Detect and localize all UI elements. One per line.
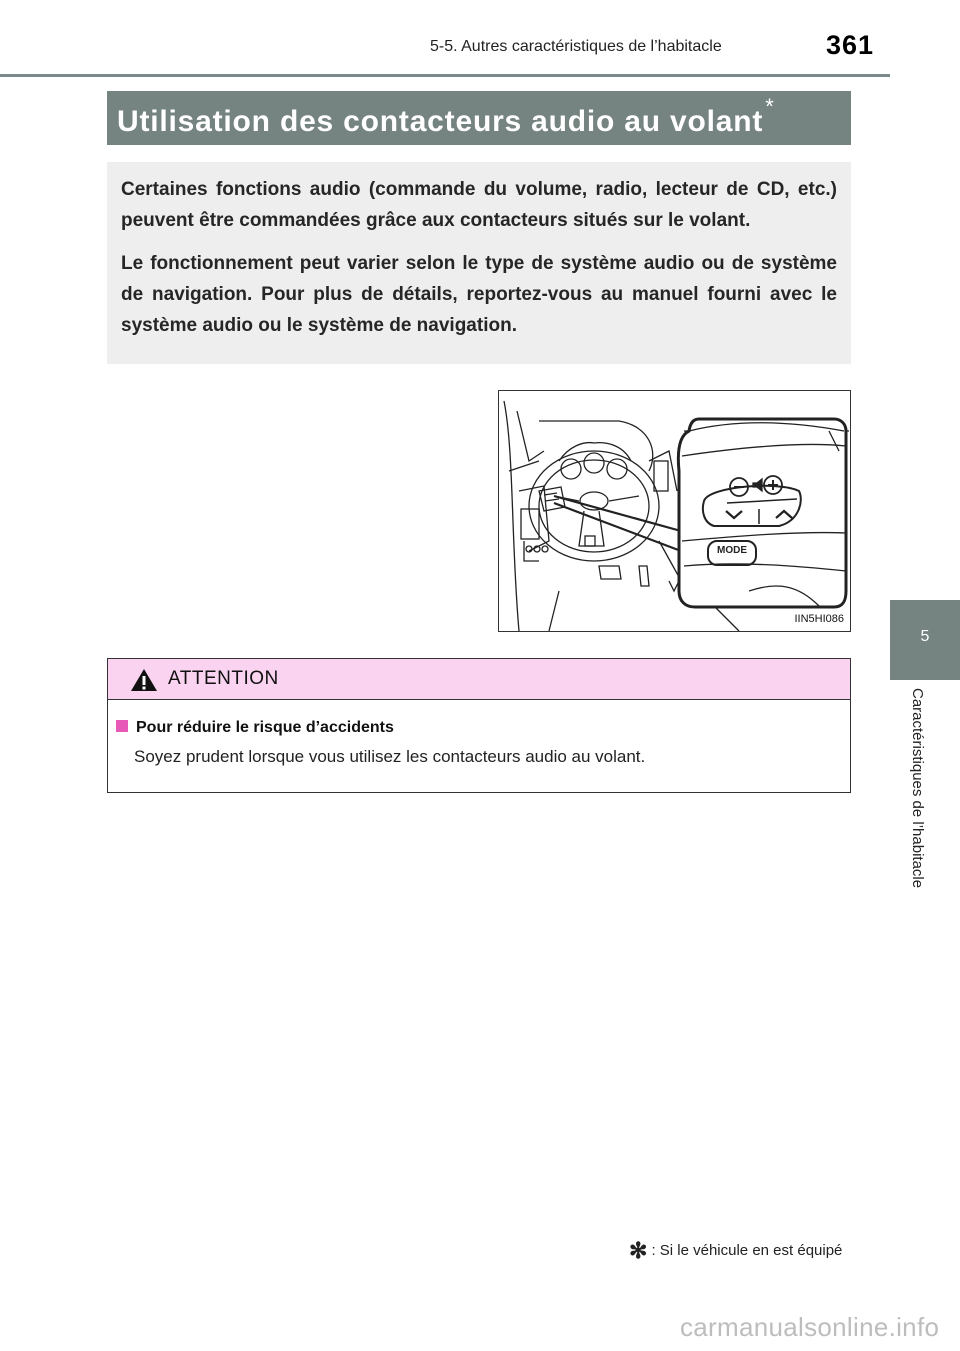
figure-code: IIN5HI086 [794,613,844,625]
intro-paragraph-2: Le fonctionnement peut varier selon le type de système audio ou de système de navigation. Pour plus de détails, reportez-vous au manuel fourni avec le système audio ou le système de navigation. [121,253,837,336]
chapter-tab[interactable] [890,600,960,680]
intro-paragraph-1: Certaines fonctions audio (commande du volume, radio, lecteur de CD, etc.) peuvent être commandées grâce aux contacteurs situés sur le volant. [121,179,837,231]
intro-box [107,162,851,364]
warning-item-title [116,719,394,737]
side-strip-gap [890,0,960,78]
section-title [117,94,775,139]
warning-item-text: Soyez prudent lorsque vous utilisez les contacteurs audio au volant. [134,747,646,766]
asterisk-icon: ✻ [629,1238,648,1263]
optional-equipment-asterisk: * [765,94,775,119]
section-title-bar [107,91,851,145]
steering-wheel-figure [498,390,851,632]
warning-item-title-text: Pour réduire le risque d’accidents [136,719,394,736]
warning-triangle-icon [130,668,158,692]
steering-wheel-illustration [499,391,851,632]
footnote-text: : Si le véhicule en est équipé [651,1242,843,1259]
section-title-text: Utilisation des contacteurs audio au volant [117,105,764,138]
mode-button-label: MODE [717,545,747,556]
warning-header [108,659,850,700]
page-number: 361 [826,30,875,60]
bullet-square-icon [116,720,128,732]
warning-label: ATTENTION [168,668,279,689]
running-header: 5-5. Autres caractéristiques de l’habitacle [430,38,722,55]
chapter-label: Caractéristiques de l’habitacle [909,688,926,889]
warning-box [107,658,851,793]
chapter-number: 5 [920,628,930,645]
header-rule [0,74,960,77]
footnote [629,1238,842,1264]
watermark: carmanualsonline.info [680,1312,940,1342]
